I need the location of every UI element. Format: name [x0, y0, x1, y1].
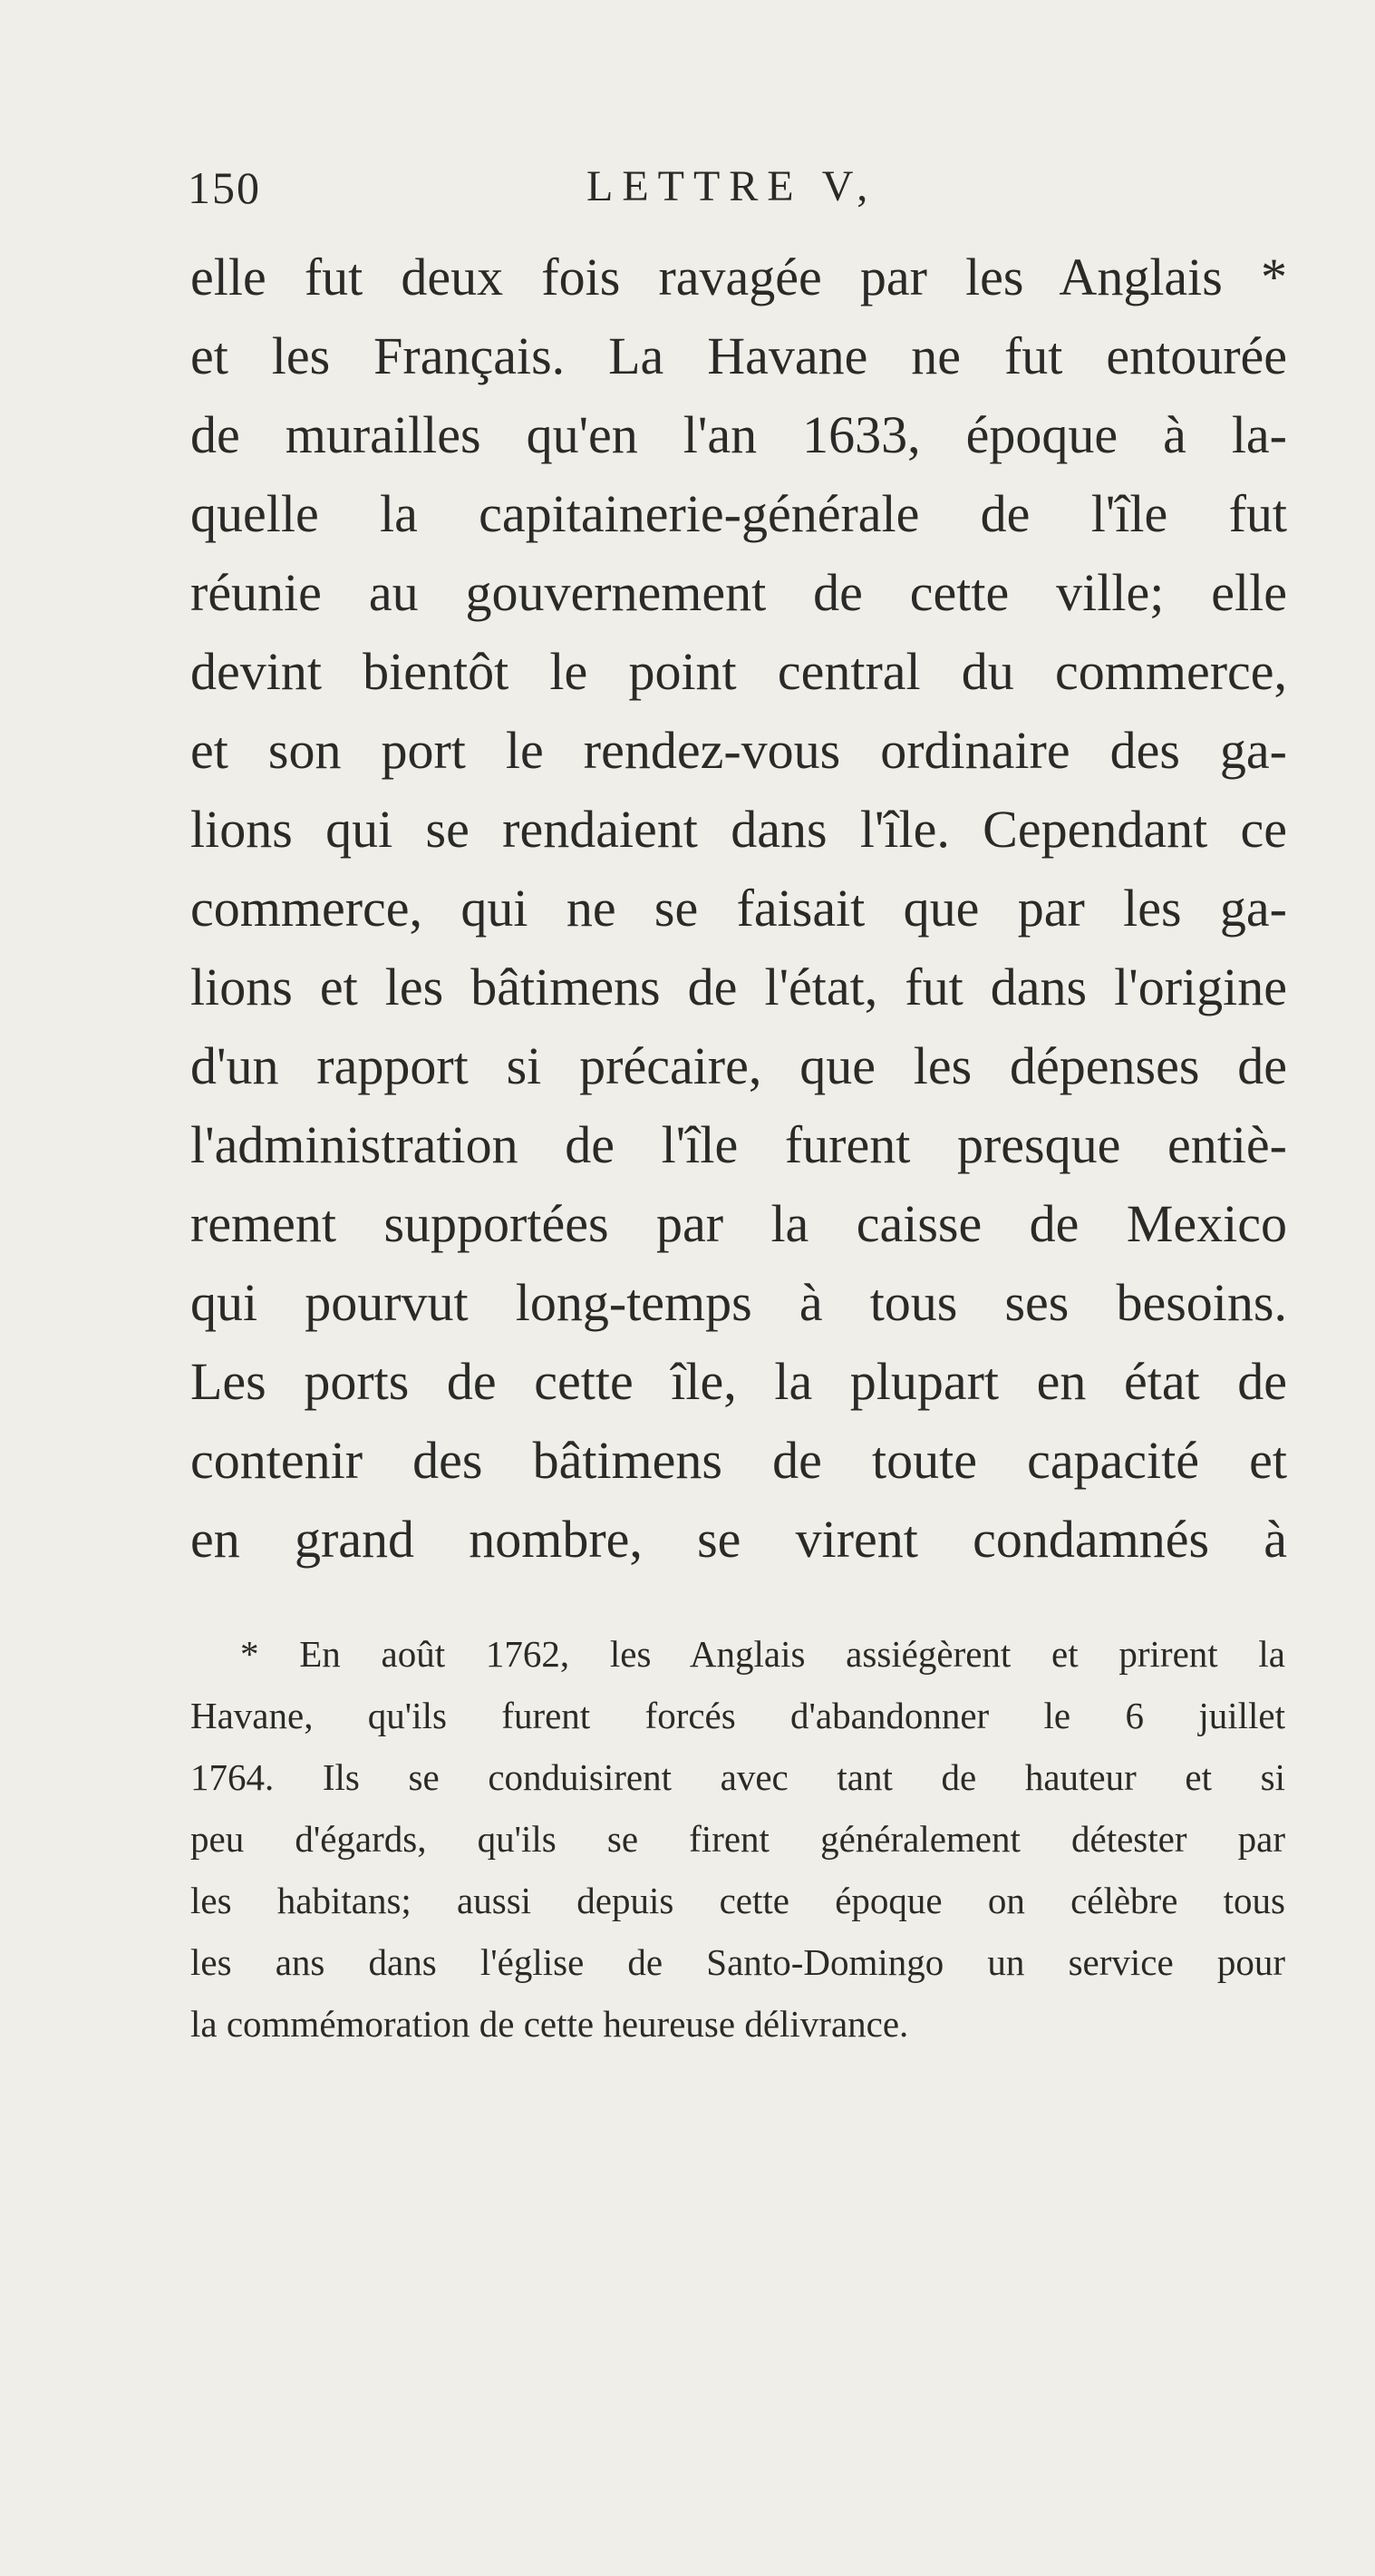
- footnote-line: 1764. Ils se conduisirent avec tant de hauteur et si: [190, 1756, 1285, 1798]
- text-line: lions et les bâtimens de l'état, fut dans l'origine: [190, 957, 1287, 1016]
- text-line: rement supportées par la caisse de Mexico: [190, 1194, 1287, 1253]
- running-head: [188, 161, 1275, 225]
- page-number: 150: [188, 162, 261, 213]
- footnote-line: peu d'égards, qu'ils se firent généralement détester par: [190, 1818, 1285, 1860]
- text-line: lions qui se rendaient dans l'île. Cependant ce: [190, 800, 1287, 859]
- text-line: et son port le rendez-vous ordinaire des ga-: [190, 721, 1287, 780]
- text-line: en grand nombre, se virent condamnés à: [190, 1510, 1287, 1569]
- text-line: contenir des bâtimens de toute capacité et: [190, 1431, 1287, 1490]
- text-line: commerce, qui ne se faisait que par les ga-: [190, 879, 1287, 938]
- footnote-line: les habitans; aussi depuis cette époque on célèbre tous: [190, 1880, 1285, 1921]
- text-line: de murailles qu'en l'an 1633, époque à la-: [190, 405, 1287, 464]
- text-line: réunie au gouvernement de cette ville; elle: [190, 563, 1287, 622]
- text-line: d'un rapport si précaire, que les dépenses de: [190, 1036, 1287, 1095]
- footnote-line: la commémoration de cette heureuse délivrance.: [190, 2003, 909, 2045]
- text-line: devint bientôt le point central du commerce,: [190, 642, 1287, 701]
- text-line: qui pourvut long-temps à tous ses besoins.: [190, 1273, 1287, 1332]
- body-text: [190, 238, 1287, 1579]
- footnote-line: Havane, qu'ils furent forcés d'abandonner le 6 juillet: [190, 1695, 1285, 1736]
- text-line: Les ports de cette île, la plupart en état de: [190, 1352, 1287, 1411]
- text-line: elle fut deux fois ravagée par les Anglais *: [190, 248, 1287, 306]
- footnote-line: les ans dans l'église de Santo-Domingo un service pour: [190, 1941, 1285, 1983]
- text-line: et les Français. La Havane ne fut entourée: [190, 326, 1287, 385]
- footnote-line: * En août 1762, les Anglais assiégèrent et prirent la: [240, 1633, 1285, 1675]
- footnote: [190, 1623, 1285, 2055]
- chapter-title: LETTRE V,: [586, 162, 877, 210]
- text-line: l'administration de l'île furent presque entiè-: [190, 1115, 1287, 1174]
- text-line: quelle la capitainerie-générale de l'île fut: [190, 484, 1287, 543]
